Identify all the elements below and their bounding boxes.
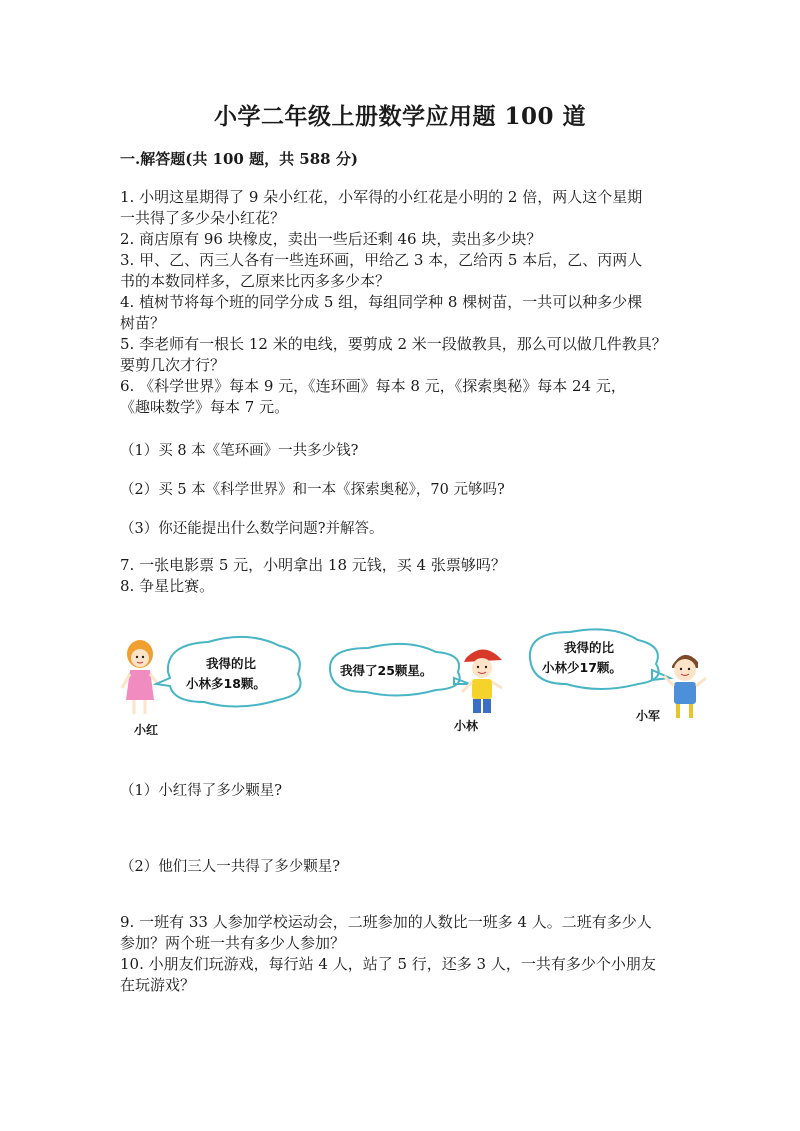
question-8-sub-2: （2）他们三人一共得了多少颗星?: [120, 859, 340, 875]
question-7: 7. 一张电影票 5 元，小明拿出 18 元钱，买 4 张票够吗？: [120, 556, 506, 574]
question-8: 8. 争星比赛。: [120, 577, 215, 595]
question-9-line-2: 参加？两个班一共有多少人参加？: [120, 934, 346, 952]
question-6-sub-3: （3）你还能提出什么数学问题?并解答。: [120, 521, 384, 537]
question-3-line-2: 书的本数同样多，乙原来比丙多多少本？: [120, 272, 391, 290]
xiaohong-figure: [122, 640, 158, 714]
xiaohong-name: 小红: [134, 723, 159, 737]
question-5-line-1: 5. 李老师有一根长 12 米的电线，要剪成 2 米一段做教具，那么可以做几件教具？: [120, 335, 667, 353]
page-title: 小学二年级上册数学应用题 100 道: [213, 103, 587, 130]
question-2: 2. 商店原有 96 块橡皮，卖出一些后还剩 46 块，卖出多少块？: [120, 230, 542, 248]
question-4-line-1: 4. 植树节将每个班的同学分成 5 组，每组同学种 8 棵树苗，一共可以种多少棵: [120, 293, 643, 311]
xiaojun-figure: [664, 655, 706, 718]
bubble-xiaohong-line-1: 我得的比: [206, 656, 257, 671]
question-10-line-2: 在玩游戏？: [120, 976, 196, 994]
question-3-line-1: 3. 甲、乙、丙三人各有一些连环画，甲给乙 3 本，乙给丙 5 本后，乙、丙两人: [120, 251, 643, 269]
bubble-xiaohong: [156, 637, 301, 707]
bubble-xiaojun: [530, 629, 670, 689]
bubble-xiaohong-line-2: 小林多18颗。: [186, 676, 266, 691]
bubble-xiaolin: [330, 644, 470, 696]
question-6-line-1: 6. 《科学世界》每本 9 元，《连环画》每本 8 元，《探索奥秘》每本 24 元，: [120, 377, 626, 395]
xiaolin-figure: [462, 649, 502, 713]
xiaojun-name: 小军: [636, 709, 661, 723]
question-1-line-1: 1. 小明这星期得了 9 朵小红花，小军得的小红花是小明的 2 倍，两人这个星期: [120, 188, 643, 206]
question-9-line-1: 9. 一班有 33 人参加学校运动会，二班参加的人数比一班多 4 人。二班有多少人: [120, 913, 652, 931]
question-6-sub-2: （2）买 5 本《科学世界》和一本《探索奥秘》，70 元够吗?: [120, 482, 505, 498]
question-5-line-2: 要剪几次才行？: [120, 356, 226, 374]
question-1-line-2: 一共得了多少朵小红花？: [120, 209, 286, 227]
bubble-xiaolin-text: 我得了25颗星。: [340, 663, 433, 678]
xiaolin-name: 小林: [454, 719, 479, 733]
question-6-line-2: 《趣味数学》每本 7 元。: [120, 398, 290, 416]
question-4-line-2: 树苗？: [120, 314, 166, 332]
question-8-sub-1: （1）小红得了多少颗星?: [120, 783, 282, 799]
bubble-xiaojun-line-1: 我得的比: [564, 640, 615, 655]
bubble-xiaojun-line-2: 小林少17颗。: [542, 660, 622, 675]
question-6-sub-1: （1）买 8 本《笔环画》一共多少钱?: [120, 443, 359, 459]
question-10-line-1: 10. 小朋友们玩游戏，每行站 4 人，站了 5 行，还多 3 人，一共有多少个小朋友: [120, 955, 656, 973]
star-contest-illustration: [118, 622, 718, 742]
section-heading: 一.解答题(共 100 题，共 588 分): [120, 150, 358, 168]
